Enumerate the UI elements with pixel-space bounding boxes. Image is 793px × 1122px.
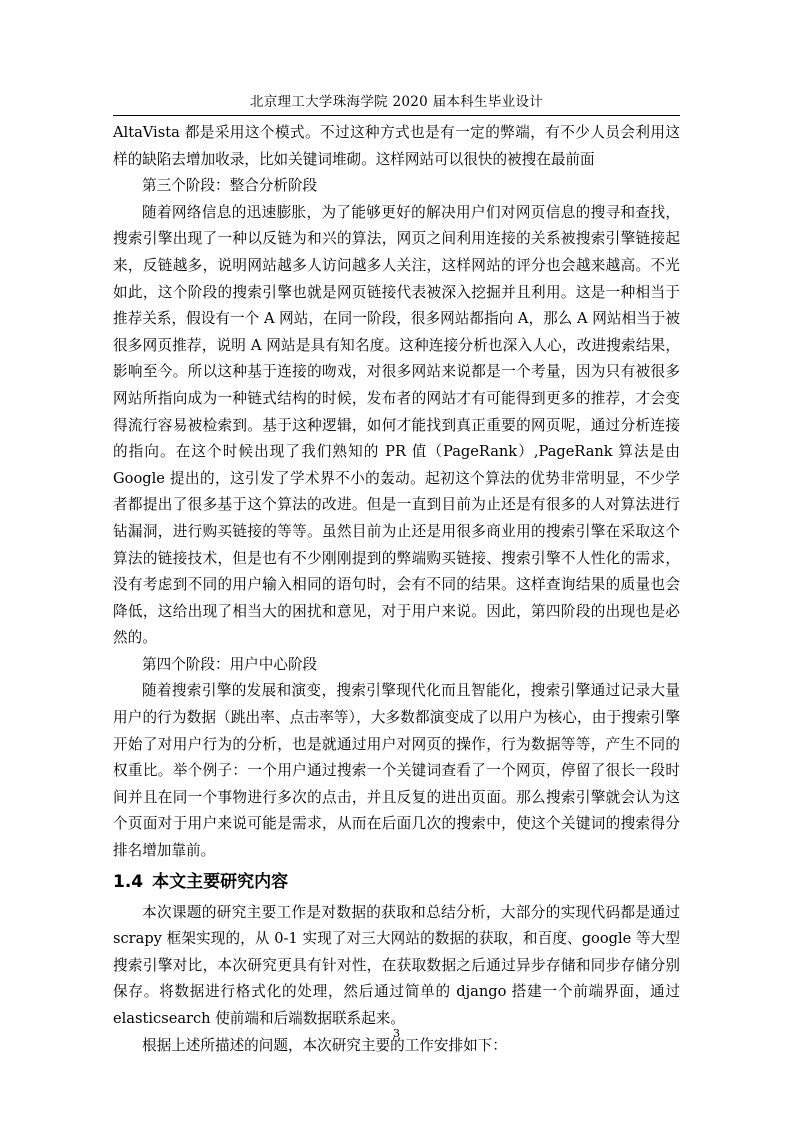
running-header: 北京理工大学珠海学院 2020 届本科生毕业设计: [249, 94, 544, 110]
page-body: [113, 120, 680, 1059]
section-title: 本文主要研究内容: [152, 871, 289, 892]
section-heading: [113, 867, 680, 897]
page-number: 3: [393, 1027, 400, 1040]
paragraph-altavista: AltaVista 都是采用这个模式。不过这种方式也是有一定的弊端，有不少人员会利用这样的缺陷去增加收录，比如关键词堆砌。这样网站可以很快的被搜在最前面: [113, 124, 680, 168]
paragraph-work-plan: 根据上述所描述的问题，本次研究主要的工作安排如下：: [142, 1036, 507, 1054]
paragraph-research-content: 本次课题的研究主要工作是对数据的获取和总结分析，大部分的实现代码都是通过 scrapy 框架实现的，从 0-1 实现了对三大网站的数据的获取，和百度、google 等大型搜索引擎对比，本次研究更具有针对性，在获取数据之后通过异步存储和同步存储分别保存。将数据进行格式化的处理，然后通过简单的 django 搭建一个前端界面，通过 elasticsearch 使前端和后端数据联系起来。: [113, 903, 680, 1027]
paragraph-stage-three-heading: 第三个阶段：整合分析阶段: [142, 177, 318, 195]
paragraph-stage-four-body: 随着搜索引擎的发展和演变，搜索引擎现代化而且智能化，搜索引擎通过记录大量用户的行为数据（跳出率、点击率等），大多数都演变成了以用户为核心，由于搜索引擎开始了对用户行为的分析，也是就通过用户对网页的操作，行为数据等等，产生不同的权重比。举个例子：一个用户通过搜索一个关键词查看了一个网页，停留了很长一段时间并且在同一个事物进行多次的点击，并且反复的进出页面。那么搜索引擎就会认为这个页面对于用户来说可能是需求，从而在后面几次的搜索中，使这个关键词的搜索得分排名增加靠前。: [113, 682, 680, 860]
paragraph-stage-four-heading: 第四个阶段：用户中心阶段: [142, 655, 318, 673]
section-number: 1.4: [113, 871, 144, 892]
header-rule: [113, 115, 680, 116]
paragraph-stage-three-body: 随着网络信息的迅速膨胀，为了能够更好的解决用户们对网页信息的搜寻和查找，搜索引擎出现了一种以反链为和兴的算法，网页之间利用连接的关系被搜索引擎链接起来，反链越多，说明网站越多人访问越多人关注，这样网站的评分也会越来越高。不光如此，这个阶段的搜索引擎也就是网页链接代表被深入挖掘并且利用。这是一种相当于推荐关系，假设有一个 A 网站，在同一阶段，很多网站都指向 A，那么 A 网站相当于被很多网页推荐，说明 A 网站是具有知名度。这种连接分析也深入人心，改进搜索结果，影响至今。所以这种基于连接的吻戏，对很多网站来说都是一个考量，因为只有被很多网站所指向成为一种链式结构的时候，发布者的网站才有可能得到更多的推荐，才会变得流行容易被检索到。基于这种逻辑，如何才能找到真正重要的网页呢，通过分析连接的指向。在这个时候出现了我们熟知的 PR 值（PageRank）,PageRank 算法是由 Google 提出的，这引发了学术界不小的轰动。起初这个算法的优势非常明显，不少学者都提出了很多基于这个算法的改进。但是一直到目前为止还是有很多的人对算法进行钻漏洞，进行购买链接的等等。虽然目前为止还是用很多商业用的搜索引擎在采取这个算法的链接技术，但是也有不少刚刚提到的弊端购买链接、搜索引擎不人性化的需求，没有考虑到不同的用户输入相同的语句时，会有不同的结果。这样查询结果的质量也会降低，这给出现了相当大的困扰和意见，对于用户来说。因此，第四阶段的出现也是必然的。: [113, 203, 680, 647]
